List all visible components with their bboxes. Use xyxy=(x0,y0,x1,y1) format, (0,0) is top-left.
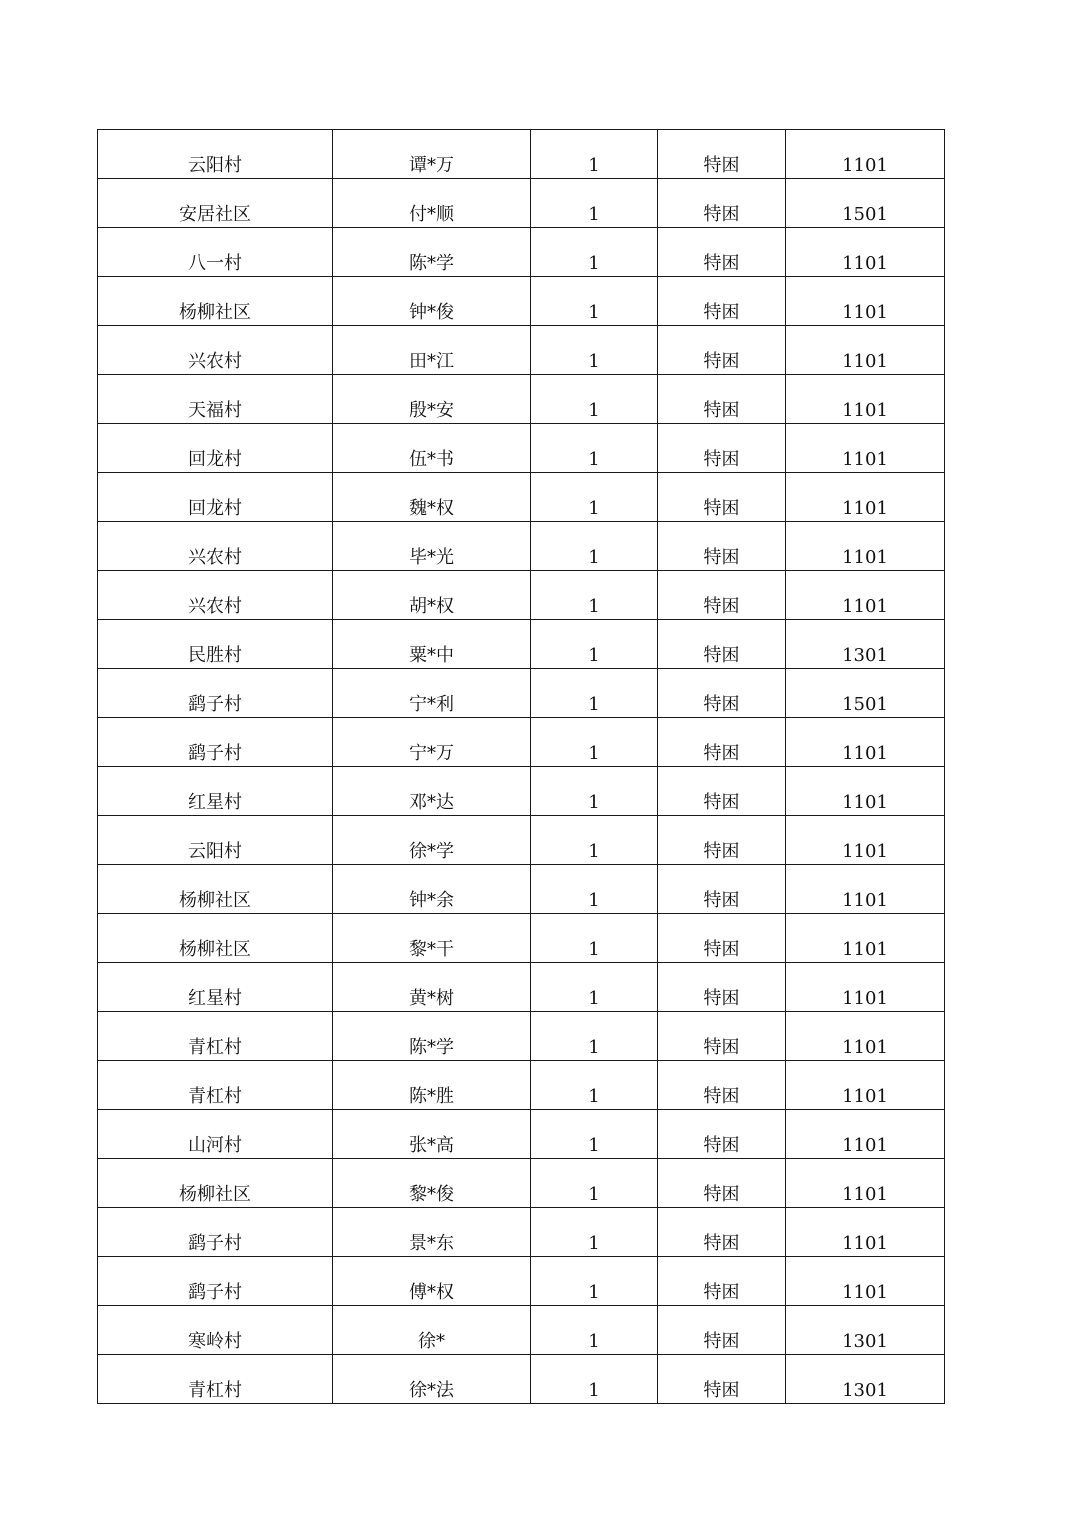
village-cell xyxy=(98,669,333,718)
category-cell-text: 特困 xyxy=(703,1331,740,1352)
code-cell-text: 1101 xyxy=(842,743,888,764)
name-cell-text: 魏*权 xyxy=(409,498,454,519)
category-cell xyxy=(658,375,786,424)
count-cell xyxy=(531,179,658,228)
count-cell-text: 1 xyxy=(588,743,600,764)
village-cell-text: 民胜村 xyxy=(188,645,242,666)
category-cell-text: 特困 xyxy=(703,253,740,274)
count-cell xyxy=(531,522,658,571)
code-cell xyxy=(786,571,945,620)
category-cell-text: 特困 xyxy=(703,351,740,372)
name-cell xyxy=(333,228,531,277)
code-cell-text: 1101 xyxy=(842,1086,888,1107)
village-cell xyxy=(98,620,333,669)
category-cell-text: 特困 xyxy=(703,204,740,225)
category-cell-text: 特困 xyxy=(703,939,740,960)
table-row xyxy=(98,522,945,571)
name-cell-text: 黎*俊 xyxy=(409,1184,454,1205)
category-cell-text: 特困 xyxy=(703,547,740,568)
name-cell xyxy=(333,767,531,816)
category-cell xyxy=(658,424,786,473)
category-cell-text: 特困 xyxy=(703,1086,740,1107)
name-cell xyxy=(333,1159,531,1208)
category-cell xyxy=(658,228,786,277)
category-cell xyxy=(658,179,786,228)
category-cell-text: 特困 xyxy=(703,1380,740,1401)
table-row xyxy=(98,718,945,767)
table-row xyxy=(98,277,945,326)
count-cell-text: 1 xyxy=(588,253,600,274)
name-cell-text: 粟*中 xyxy=(409,645,454,666)
code-cell-text: 1301 xyxy=(842,1331,888,1352)
count-cell-text: 1 xyxy=(588,547,600,568)
code-cell xyxy=(786,1110,945,1159)
category-cell xyxy=(658,1061,786,1110)
name-cell xyxy=(333,1355,531,1404)
category-cell-text: 特困 xyxy=(703,155,740,176)
code-cell xyxy=(786,277,945,326)
name-cell xyxy=(333,865,531,914)
village-cell xyxy=(98,522,333,571)
village-cell xyxy=(98,718,333,767)
village-cell-text: 杨柳社区 xyxy=(179,1184,251,1205)
village-cell xyxy=(98,179,333,228)
name-cell-text: 田*江 xyxy=(409,351,454,372)
category-cell xyxy=(658,1306,786,1355)
village-cell xyxy=(98,228,333,277)
count-cell xyxy=(531,816,658,865)
name-cell xyxy=(333,1110,531,1159)
code-cell xyxy=(786,179,945,228)
table-row xyxy=(98,326,945,375)
table-row xyxy=(98,1208,945,1257)
code-cell xyxy=(786,816,945,865)
count-cell xyxy=(531,1306,658,1355)
table-row xyxy=(98,1257,945,1306)
category-cell xyxy=(658,1208,786,1257)
name-cell-text: 陈*学 xyxy=(409,253,454,274)
name-cell-text: 景*东 xyxy=(409,1233,454,1254)
code-cell-text: 1501 xyxy=(842,204,888,225)
count-cell-text: 1 xyxy=(588,1135,600,1156)
category-cell xyxy=(658,1110,786,1159)
count-cell xyxy=(531,228,658,277)
name-cell-text: 钟*俊 xyxy=(409,302,454,323)
code-cell xyxy=(786,424,945,473)
village-cell xyxy=(98,130,333,179)
code-cell xyxy=(786,326,945,375)
count-cell xyxy=(531,669,658,718)
name-cell-text: 黎*干 xyxy=(409,939,454,960)
count-cell xyxy=(531,767,658,816)
count-cell xyxy=(531,865,658,914)
village-cell-text: 兴农村 xyxy=(188,351,242,372)
count-cell-text: 1 xyxy=(588,498,600,519)
count-cell xyxy=(531,375,658,424)
code-cell xyxy=(786,228,945,277)
count-cell xyxy=(531,1257,658,1306)
name-cell-text: 徐* xyxy=(418,1331,445,1352)
records-table-container xyxy=(97,129,944,1404)
count-cell xyxy=(531,571,658,620)
count-cell xyxy=(531,326,658,375)
table-row xyxy=(98,914,945,963)
count-cell xyxy=(531,1159,658,1208)
name-cell-text: 殷*安 xyxy=(409,400,454,421)
village-cell xyxy=(98,1159,333,1208)
village-cell xyxy=(98,1012,333,1061)
count-cell-text: 1 xyxy=(588,988,600,1009)
category-cell xyxy=(658,571,786,620)
code-cell xyxy=(786,718,945,767)
category-cell xyxy=(658,865,786,914)
count-cell xyxy=(531,1061,658,1110)
records-table xyxy=(97,129,945,1404)
village-cell-text: 八一村 xyxy=(188,253,242,274)
count-cell-text: 1 xyxy=(588,1380,600,1401)
village-cell xyxy=(98,277,333,326)
table-row xyxy=(98,130,945,179)
name-cell xyxy=(333,669,531,718)
code-cell xyxy=(786,522,945,571)
code-cell-text: 1101 xyxy=(842,155,888,176)
name-cell xyxy=(333,375,531,424)
village-cell-text: 兴农村 xyxy=(188,547,242,568)
count-cell-text: 1 xyxy=(588,1037,600,1058)
code-cell-text: 1101 xyxy=(842,890,888,911)
village-cell xyxy=(98,1061,333,1110)
count-cell-text: 1 xyxy=(588,302,600,323)
code-cell-text: 1101 xyxy=(842,792,888,813)
name-cell-text: 徐*学 xyxy=(409,841,454,862)
code-cell-text: 1101 xyxy=(842,988,888,1009)
category-cell xyxy=(658,277,786,326)
category-cell xyxy=(658,1159,786,1208)
village-cell xyxy=(98,1355,333,1404)
count-cell-text: 1 xyxy=(588,694,600,715)
code-cell xyxy=(786,1355,945,1404)
table-row xyxy=(98,963,945,1012)
table-row xyxy=(98,179,945,228)
table-row xyxy=(98,669,945,718)
name-cell-text: 傅*权 xyxy=(409,1282,454,1303)
name-cell xyxy=(333,522,531,571)
count-cell-text: 1 xyxy=(588,1331,600,1352)
village-cell-text: 杨柳社区 xyxy=(179,302,251,323)
category-cell xyxy=(658,914,786,963)
village-cell xyxy=(98,473,333,522)
name-cell xyxy=(333,718,531,767)
category-cell-text: 特困 xyxy=(703,841,740,862)
code-cell xyxy=(786,130,945,179)
name-cell-text: 邓*达 xyxy=(409,792,454,813)
code-cell xyxy=(786,620,945,669)
code-cell xyxy=(786,963,945,1012)
code-cell-text: 1101 xyxy=(842,596,888,617)
count-cell-text: 1 xyxy=(588,841,600,862)
count-cell xyxy=(531,130,658,179)
name-cell xyxy=(333,1257,531,1306)
village-cell xyxy=(98,1257,333,1306)
table-row xyxy=(98,473,945,522)
village-cell-text: 寒岭村 xyxy=(188,1331,242,1352)
count-cell xyxy=(531,1110,658,1159)
name-cell-text: 胡*权 xyxy=(409,596,454,617)
count-cell-text: 1 xyxy=(588,351,600,372)
code-cell-text: 1101 xyxy=(842,841,888,862)
name-cell xyxy=(333,914,531,963)
name-cell-text: 宁*利 xyxy=(409,694,454,715)
category-cell-text: 特困 xyxy=(703,1135,740,1156)
category-cell-text: 特困 xyxy=(703,645,740,666)
category-cell-text: 特困 xyxy=(703,1282,740,1303)
village-cell-text: 鹞子村 xyxy=(188,743,242,764)
name-cell-text: 付*顺 xyxy=(409,204,454,225)
count-cell xyxy=(531,424,658,473)
table-row xyxy=(98,424,945,473)
village-cell-text: 鹞子村 xyxy=(188,694,242,715)
table-row xyxy=(98,1061,945,1110)
count-cell-text: 1 xyxy=(588,204,600,225)
village-cell-text: 红星村 xyxy=(188,988,242,1009)
name-cell xyxy=(333,130,531,179)
category-cell xyxy=(658,669,786,718)
code-cell xyxy=(786,1306,945,1355)
count-cell-text: 1 xyxy=(588,1184,600,1205)
code-cell xyxy=(786,375,945,424)
table-row xyxy=(98,1355,945,1404)
count-cell-text: 1 xyxy=(588,890,600,911)
table-row xyxy=(98,816,945,865)
category-cell xyxy=(658,326,786,375)
table-row xyxy=(98,865,945,914)
count-cell-text: 1 xyxy=(588,1086,600,1107)
count-cell-text: 1 xyxy=(588,792,600,813)
category-cell xyxy=(658,1257,786,1306)
village-cell-text: 杨柳社区 xyxy=(179,939,251,960)
village-cell-text: 青杠村 xyxy=(188,1037,242,1058)
table-row xyxy=(98,1012,945,1061)
name-cell xyxy=(333,1208,531,1257)
category-cell xyxy=(658,816,786,865)
code-cell xyxy=(786,1208,945,1257)
count-cell xyxy=(531,1012,658,1061)
village-cell xyxy=(98,571,333,620)
name-cell xyxy=(333,571,531,620)
category-cell xyxy=(658,963,786,1012)
village-cell xyxy=(98,914,333,963)
village-cell-text: 鹞子村 xyxy=(188,1233,242,1254)
name-cell xyxy=(333,1012,531,1061)
category-cell-text: 特困 xyxy=(703,400,740,421)
table-row xyxy=(98,228,945,277)
village-cell xyxy=(98,963,333,1012)
category-cell xyxy=(658,1355,786,1404)
category-cell-text: 特困 xyxy=(703,890,740,911)
name-cell-text: 黄*树 xyxy=(409,988,454,1009)
code-cell-text: 1101 xyxy=(842,253,888,274)
category-cell-text: 特困 xyxy=(703,449,740,470)
name-cell-text: 徐*法 xyxy=(409,1380,454,1401)
category-cell-text: 特困 xyxy=(703,596,740,617)
name-cell-text: 伍*书 xyxy=(409,449,454,470)
category-cell-text: 特困 xyxy=(703,694,740,715)
count-cell xyxy=(531,1208,658,1257)
count-cell xyxy=(531,277,658,326)
village-cell-text: 红星村 xyxy=(188,792,242,813)
village-cell-text: 安居社区 xyxy=(179,204,251,225)
table-row xyxy=(98,767,945,816)
code-cell-text: 1101 xyxy=(842,351,888,372)
count-cell-text: 1 xyxy=(588,596,600,617)
name-cell xyxy=(333,816,531,865)
table-row xyxy=(98,620,945,669)
code-cell xyxy=(786,1012,945,1061)
count-cell-text: 1 xyxy=(588,155,600,176)
village-cell-text: 回龙村 xyxy=(188,498,242,519)
village-cell-text: 天福村 xyxy=(188,400,242,421)
code-cell-text: 1301 xyxy=(842,1380,888,1401)
table-row xyxy=(98,1110,945,1159)
code-cell-text: 1101 xyxy=(842,1184,888,1205)
village-cell-text: 青杠村 xyxy=(188,1086,242,1107)
table-row xyxy=(98,1306,945,1355)
name-cell-text: 谭*万 xyxy=(409,155,454,176)
count-cell xyxy=(531,473,658,522)
category-cell xyxy=(658,718,786,767)
count-cell xyxy=(531,620,658,669)
records-table-body xyxy=(98,130,945,1404)
category-cell xyxy=(658,130,786,179)
count-cell xyxy=(531,914,658,963)
name-cell-text: 陈*学 xyxy=(409,1037,454,1058)
name-cell xyxy=(333,277,531,326)
category-cell xyxy=(658,1012,786,1061)
code-cell xyxy=(786,914,945,963)
category-cell-text: 特困 xyxy=(703,988,740,1009)
count-cell-text: 1 xyxy=(588,939,600,960)
village-cell-text: 青杠村 xyxy=(188,1380,242,1401)
code-cell-text: 1501 xyxy=(842,694,888,715)
code-cell xyxy=(786,669,945,718)
village-cell xyxy=(98,375,333,424)
code-cell-text: 1301 xyxy=(842,645,888,666)
village-cell xyxy=(98,767,333,816)
count-cell xyxy=(531,718,658,767)
code-cell xyxy=(786,1061,945,1110)
village-cell-text: 鹞子村 xyxy=(188,1282,242,1303)
name-cell-text: 毕*光 xyxy=(409,547,454,568)
code-cell-text: 1101 xyxy=(842,1037,888,1058)
count-cell xyxy=(531,963,658,1012)
code-cell-text: 1101 xyxy=(842,1135,888,1156)
name-cell xyxy=(333,179,531,228)
count-cell xyxy=(531,1355,658,1404)
table-row xyxy=(98,375,945,424)
category-cell-text: 特困 xyxy=(703,792,740,813)
village-cell-text: 云阳村 xyxy=(188,155,242,176)
category-cell xyxy=(658,767,786,816)
village-cell xyxy=(98,816,333,865)
village-cell xyxy=(98,865,333,914)
count-cell-text: 1 xyxy=(588,400,600,421)
village-cell-text: 山河村 xyxy=(188,1135,242,1156)
code-cell-text: 1101 xyxy=(842,400,888,421)
code-cell xyxy=(786,767,945,816)
village-cell xyxy=(98,1208,333,1257)
category-cell-text: 特困 xyxy=(703,1233,740,1254)
name-cell xyxy=(333,424,531,473)
code-cell xyxy=(786,1159,945,1208)
name-cell xyxy=(333,1306,531,1355)
village-cell-text: 杨柳社区 xyxy=(179,890,251,911)
name-cell xyxy=(333,1061,531,1110)
category-cell xyxy=(658,473,786,522)
category-cell-text: 特困 xyxy=(703,1037,740,1058)
name-cell-text: 宁*万 xyxy=(409,743,454,764)
code-cell xyxy=(786,865,945,914)
count-cell-text: 1 xyxy=(588,1282,600,1303)
category-cell-text: 特困 xyxy=(703,743,740,764)
name-cell-text: 张*高 xyxy=(409,1135,454,1156)
name-cell-text: 钟*余 xyxy=(409,890,454,911)
village-cell xyxy=(98,326,333,375)
code-cell-text: 1101 xyxy=(842,1282,888,1303)
village-cell xyxy=(98,424,333,473)
name-cell xyxy=(333,473,531,522)
category-cell-text: 特困 xyxy=(703,1184,740,1205)
count-cell-text: 1 xyxy=(588,645,600,666)
village-cell xyxy=(98,1110,333,1159)
table-row xyxy=(98,571,945,620)
category-cell xyxy=(658,620,786,669)
code-cell-text: 1101 xyxy=(842,939,888,960)
code-cell-text: 1101 xyxy=(842,547,888,568)
table-row xyxy=(98,1159,945,1208)
code-cell-text: 1101 xyxy=(842,1233,888,1254)
code-cell-text: 1101 xyxy=(842,449,888,470)
code-cell xyxy=(786,473,945,522)
village-cell xyxy=(98,1306,333,1355)
code-cell xyxy=(786,1257,945,1306)
name-cell xyxy=(333,326,531,375)
category-cell-text: 特困 xyxy=(703,302,740,323)
category-cell-text: 特困 xyxy=(703,498,740,519)
count-cell-text: 1 xyxy=(588,449,600,470)
code-cell-text: 1101 xyxy=(842,302,888,323)
name-cell-text: 陈*胜 xyxy=(409,1086,454,1107)
name-cell xyxy=(333,620,531,669)
category-cell xyxy=(658,522,786,571)
village-cell-text: 云阳村 xyxy=(188,841,242,862)
name-cell xyxy=(333,963,531,1012)
village-cell-text: 兴农村 xyxy=(188,596,242,617)
village-cell-text: 回龙村 xyxy=(188,449,242,470)
code-cell-text: 1101 xyxy=(842,498,888,519)
count-cell-text: 1 xyxy=(588,1233,600,1254)
